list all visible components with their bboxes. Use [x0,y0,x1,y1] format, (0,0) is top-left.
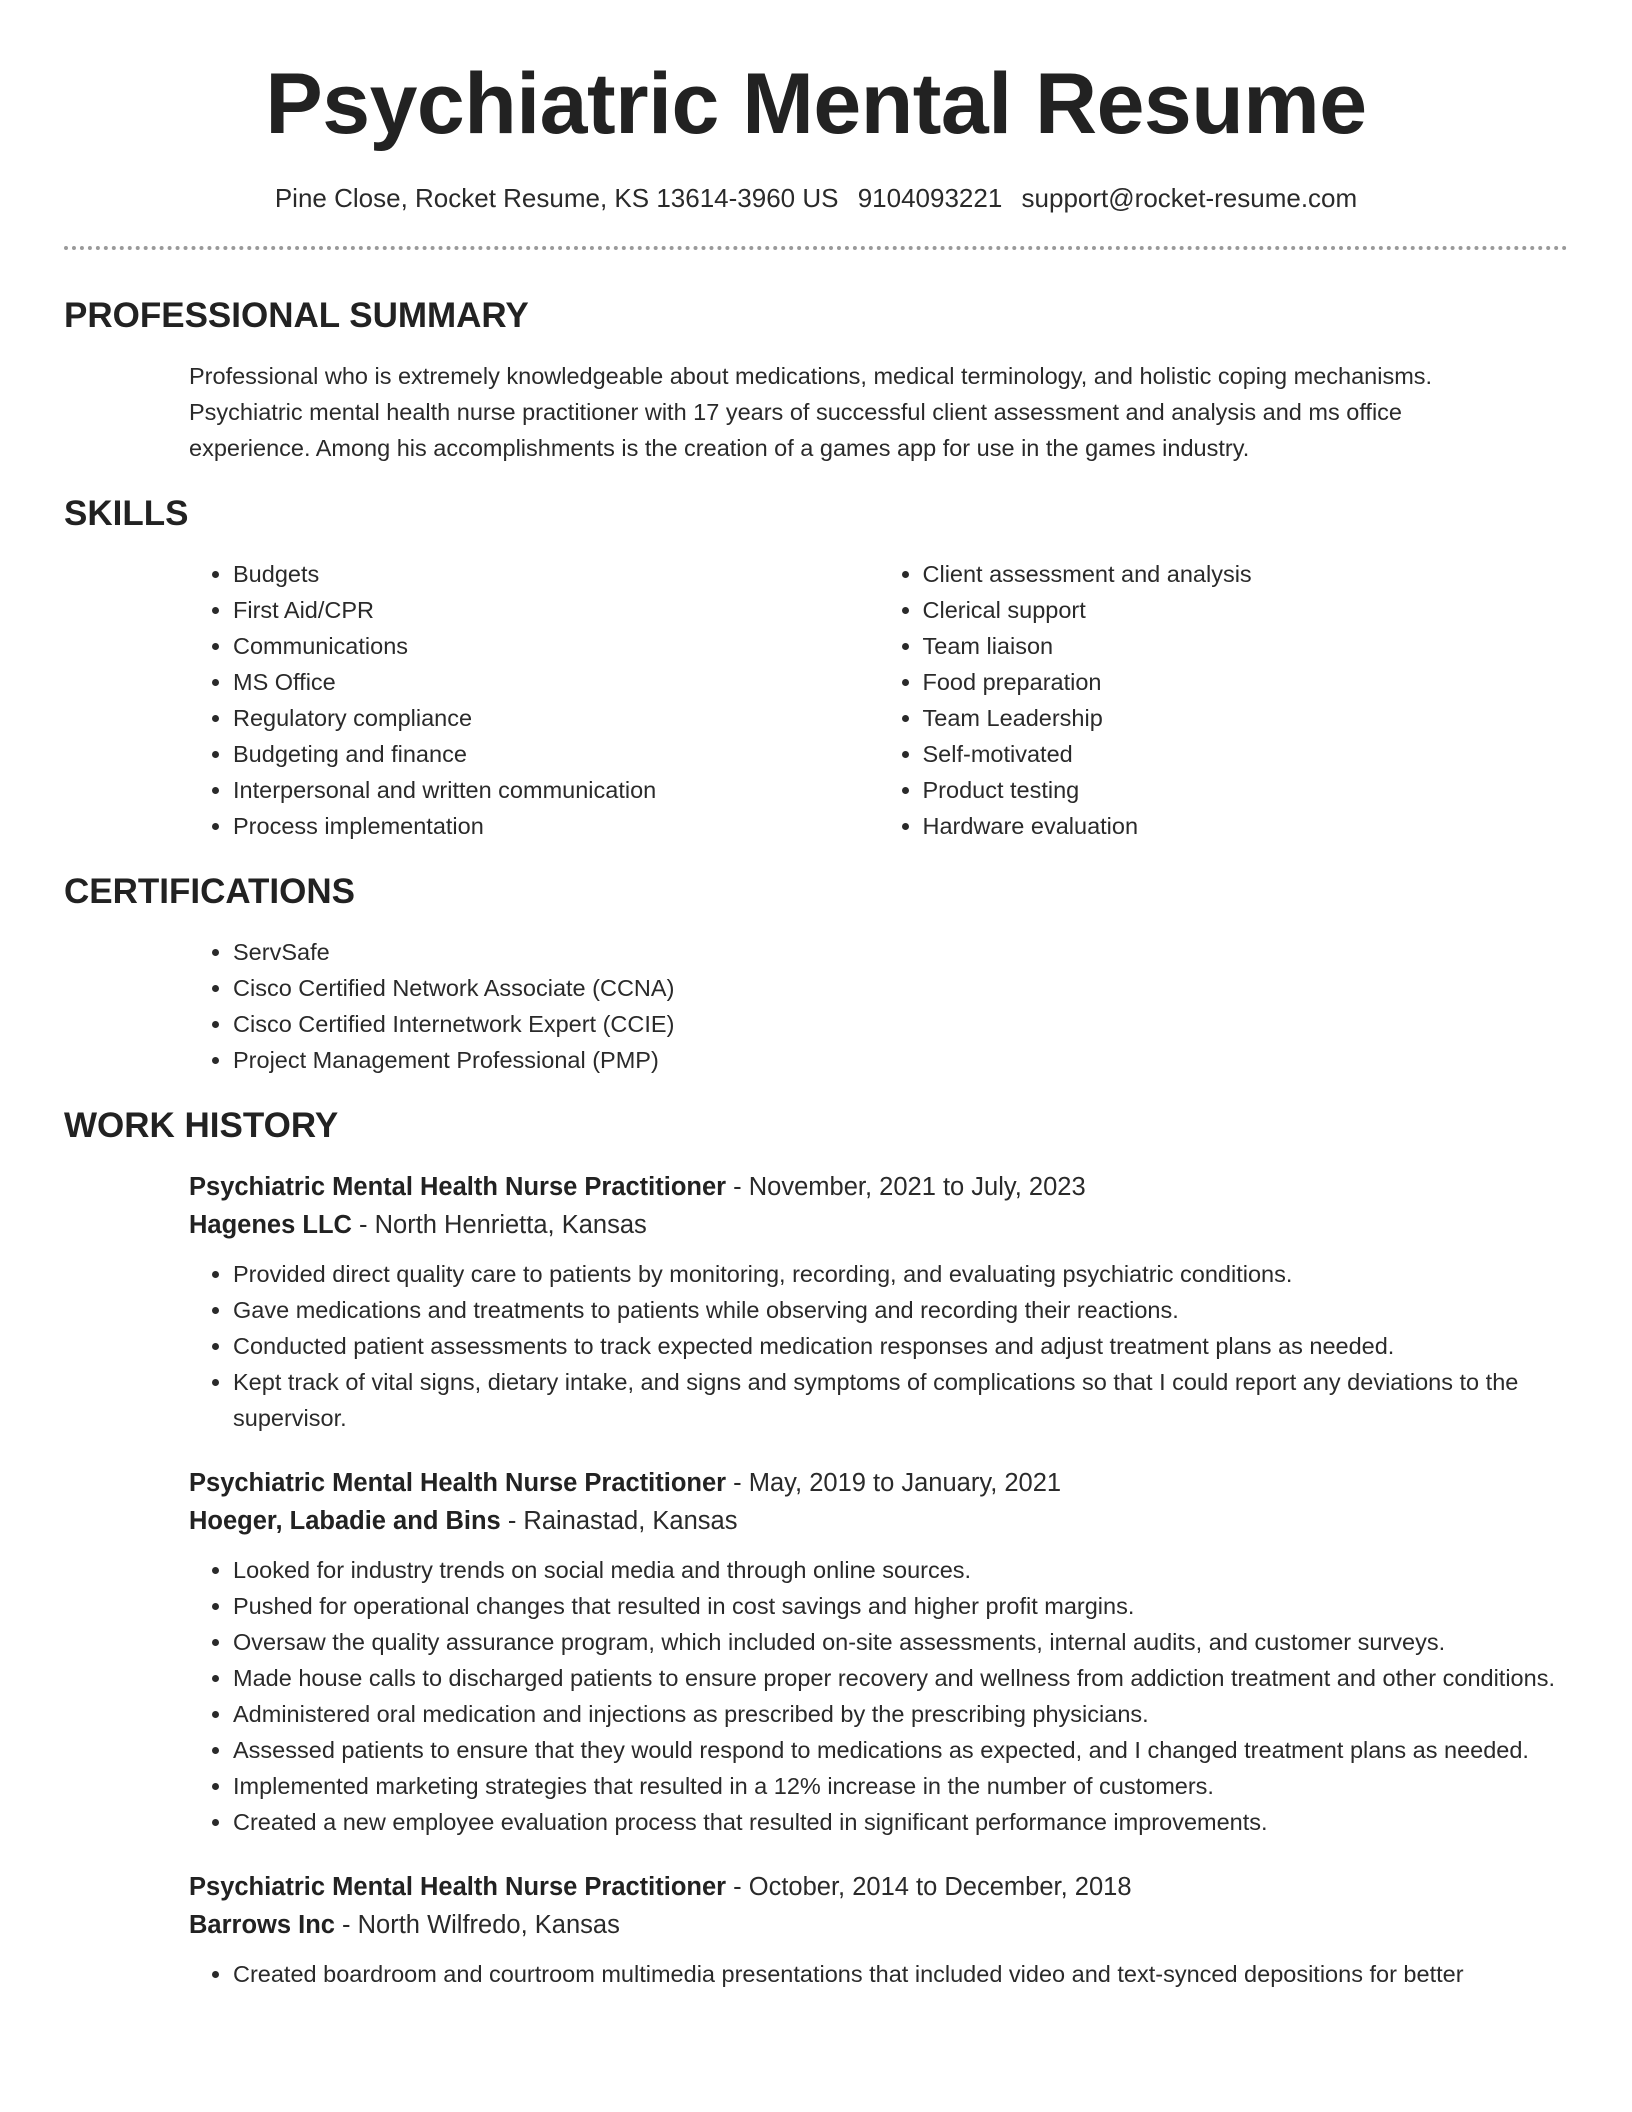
certification-item: • Cisco Certified Internetwork Expert (CCIE) [233,1006,1568,1042]
job-duty-item: • Oversaw the quality assurance program, which included on-site assessments, internal audits, and customer surveys. [233,1624,1568,1660]
skills-column-left [189,556,879,844]
job-role: Psychiatric Mental Health Nurse Practitioner [189,1873,727,1901]
job-role: Psychiatric Mental Health Nurse Practitioner [189,1173,727,1201]
skill-item: • Communications [233,628,879,664]
header-divider [64,246,1568,250]
skills-list [189,556,1568,844]
job-duties-list [189,1956,1568,1992]
contact-address: Pine Close, Rocket Resume, KS 13614-3960 US [274,183,839,213]
skill-item: • Product testing [923,772,1569,808]
work-section [64,1104,1568,1992]
skill-item: • Interpersonal and written communication [233,772,879,808]
job-entry [189,1464,1568,1840]
job-duty-item: • Looked for industry trends on social media and through online sources. [233,1552,1568,1588]
contact-email[interactable]: support@rocket-resume.com [1021,183,1358,213]
resume-title: Psychiatric Mental Resume [265,56,1367,152]
skills-column-right [879,556,1569,844]
job-duty-item: • Created boardroom and courtroom multimedia presentations that included video and text-synced depositions for better [233,1956,1568,1992]
skill-item: • MS Office [233,664,879,700]
skill-item: • Client assessment and analysis [923,556,1569,592]
contact-line [64,182,1568,214]
job-company-line [189,1206,1568,1244]
job-company-line [189,1906,1568,1944]
skills-heading: SKILLS [64,494,189,533]
summary-line: Psychiatric mental health nurse practitioner with 17 years of successful client assessment and analysis and ms office [189,399,1403,425]
summary-section [64,294,1568,466]
job-duty-item: • Assessed patients to ensure that they would respond to medications as expected, and I changed treatment plans as needed. [233,1732,1568,1768]
certification-item: • Cisco Certified Network Associate (CCNA) [233,970,1568,1006]
job-location: - North Henrietta, Kansas [351,1211,647,1239]
skill-item: • Budgeting and finance [233,736,879,772]
work-heading: WORK HISTORY [64,1106,339,1145]
skill-item: • Regulatory compliance [233,700,879,736]
job-duties-list [189,1256,1568,1436]
job-company: Hagenes LLC [189,1211,352,1239]
job-dates: - May, 2019 to January, 2021 [726,1469,1062,1497]
job-dates: - November, 2021 to July, 2023 [726,1173,1086,1201]
certifications-heading: CERTIFICATIONS [64,872,356,911]
job-duty-item: • Administered oral medication and injections as prescribed by the prescribing physicians. [233,1696,1568,1732]
job-title-line [189,1464,1568,1502]
skill-item: • First Aid/CPR [233,592,879,628]
job-dates: - October, 2014 to December, 2018 [726,1873,1132,1901]
summary-body [189,358,1568,466]
skill-item: • Process implementation [233,808,879,844]
certifications-list [189,934,1568,1078]
job-duty-item: • Provided direct quality care to patients by monitoring, recording, and evaluating psychiatric conditions. [233,1256,1568,1292]
contact-phone: 9104093221 [857,183,1003,213]
job-company: Hoeger, Labadie and Bins [189,1507,501,1535]
summary-heading: PROFESSIONAL SUMMARY [64,296,529,335]
certification-item: • ServSafe [233,934,1568,970]
skill-item: • Team Leadership [923,700,1569,736]
summary-line: experience. Among his accomplishments is the creation of a games app for use in the games industry. [189,435,1250,461]
skill-item: • Self-motivated [923,736,1569,772]
job-company: Barrows Inc [189,1911,335,1939]
skill-item: • Food preparation [923,664,1569,700]
skill-item: • Hardware evaluation [923,808,1569,844]
job-role: Psychiatric Mental Health Nurse Practitioner [189,1469,727,1497]
job-duty-item: • Pushed for operational changes that resulted in cost savings and higher profit margins. [233,1588,1568,1624]
job-title-line [189,1868,1568,1906]
job-duty-item: • Kept track of vital signs, dietary intake, and signs and symptoms of complications so that I could report any deviations to the supervisor. [233,1364,1568,1436]
job-duties-list [189,1552,1568,1840]
summary-line: Professional who is extremely knowledgeable about medications, medical terminology, and holistic coping mechanisms. [189,363,1433,389]
certifications-section [64,870,1568,1078]
job-location: - Rainastad, Kansas [500,1507,738,1535]
skill-item: • Budgets [233,556,879,592]
job-duty-item: • Gave medications and treatments to patients while observing and recording their reactions. [233,1292,1568,1328]
certification-item: • Project Management Professional (PMP) [233,1042,1568,1078]
job-duty-item: • Conducted patient assessments to track expected medication responses and adjust treatment plans as needed. [233,1328,1568,1364]
job-duty-item: • Created a new employee evaluation process that resulted in significant performance improvements. [233,1804,1568,1840]
job-entry [189,1168,1568,1436]
job-company-line [189,1502,1568,1540]
job-title-line [189,1168,1568,1206]
skill-item: • Team liaison [923,628,1569,664]
certifications-body [189,934,1568,1078]
skills-section [64,492,1568,844]
job-duty-item: • Implemented marketing strategies that resulted in a 12% increase in the number of customers. [233,1768,1568,1804]
skill-item: • Clerical support [923,592,1569,628]
job-entry [189,1868,1568,1992]
job-duty-item: • Made house calls to discharged patients to ensure proper recovery and wellness from addiction treatment and other conditions. [233,1660,1568,1696]
job-location: - North Wilfredo, Kansas [334,1911,620,1939]
work-history-body [189,1168,1568,1992]
